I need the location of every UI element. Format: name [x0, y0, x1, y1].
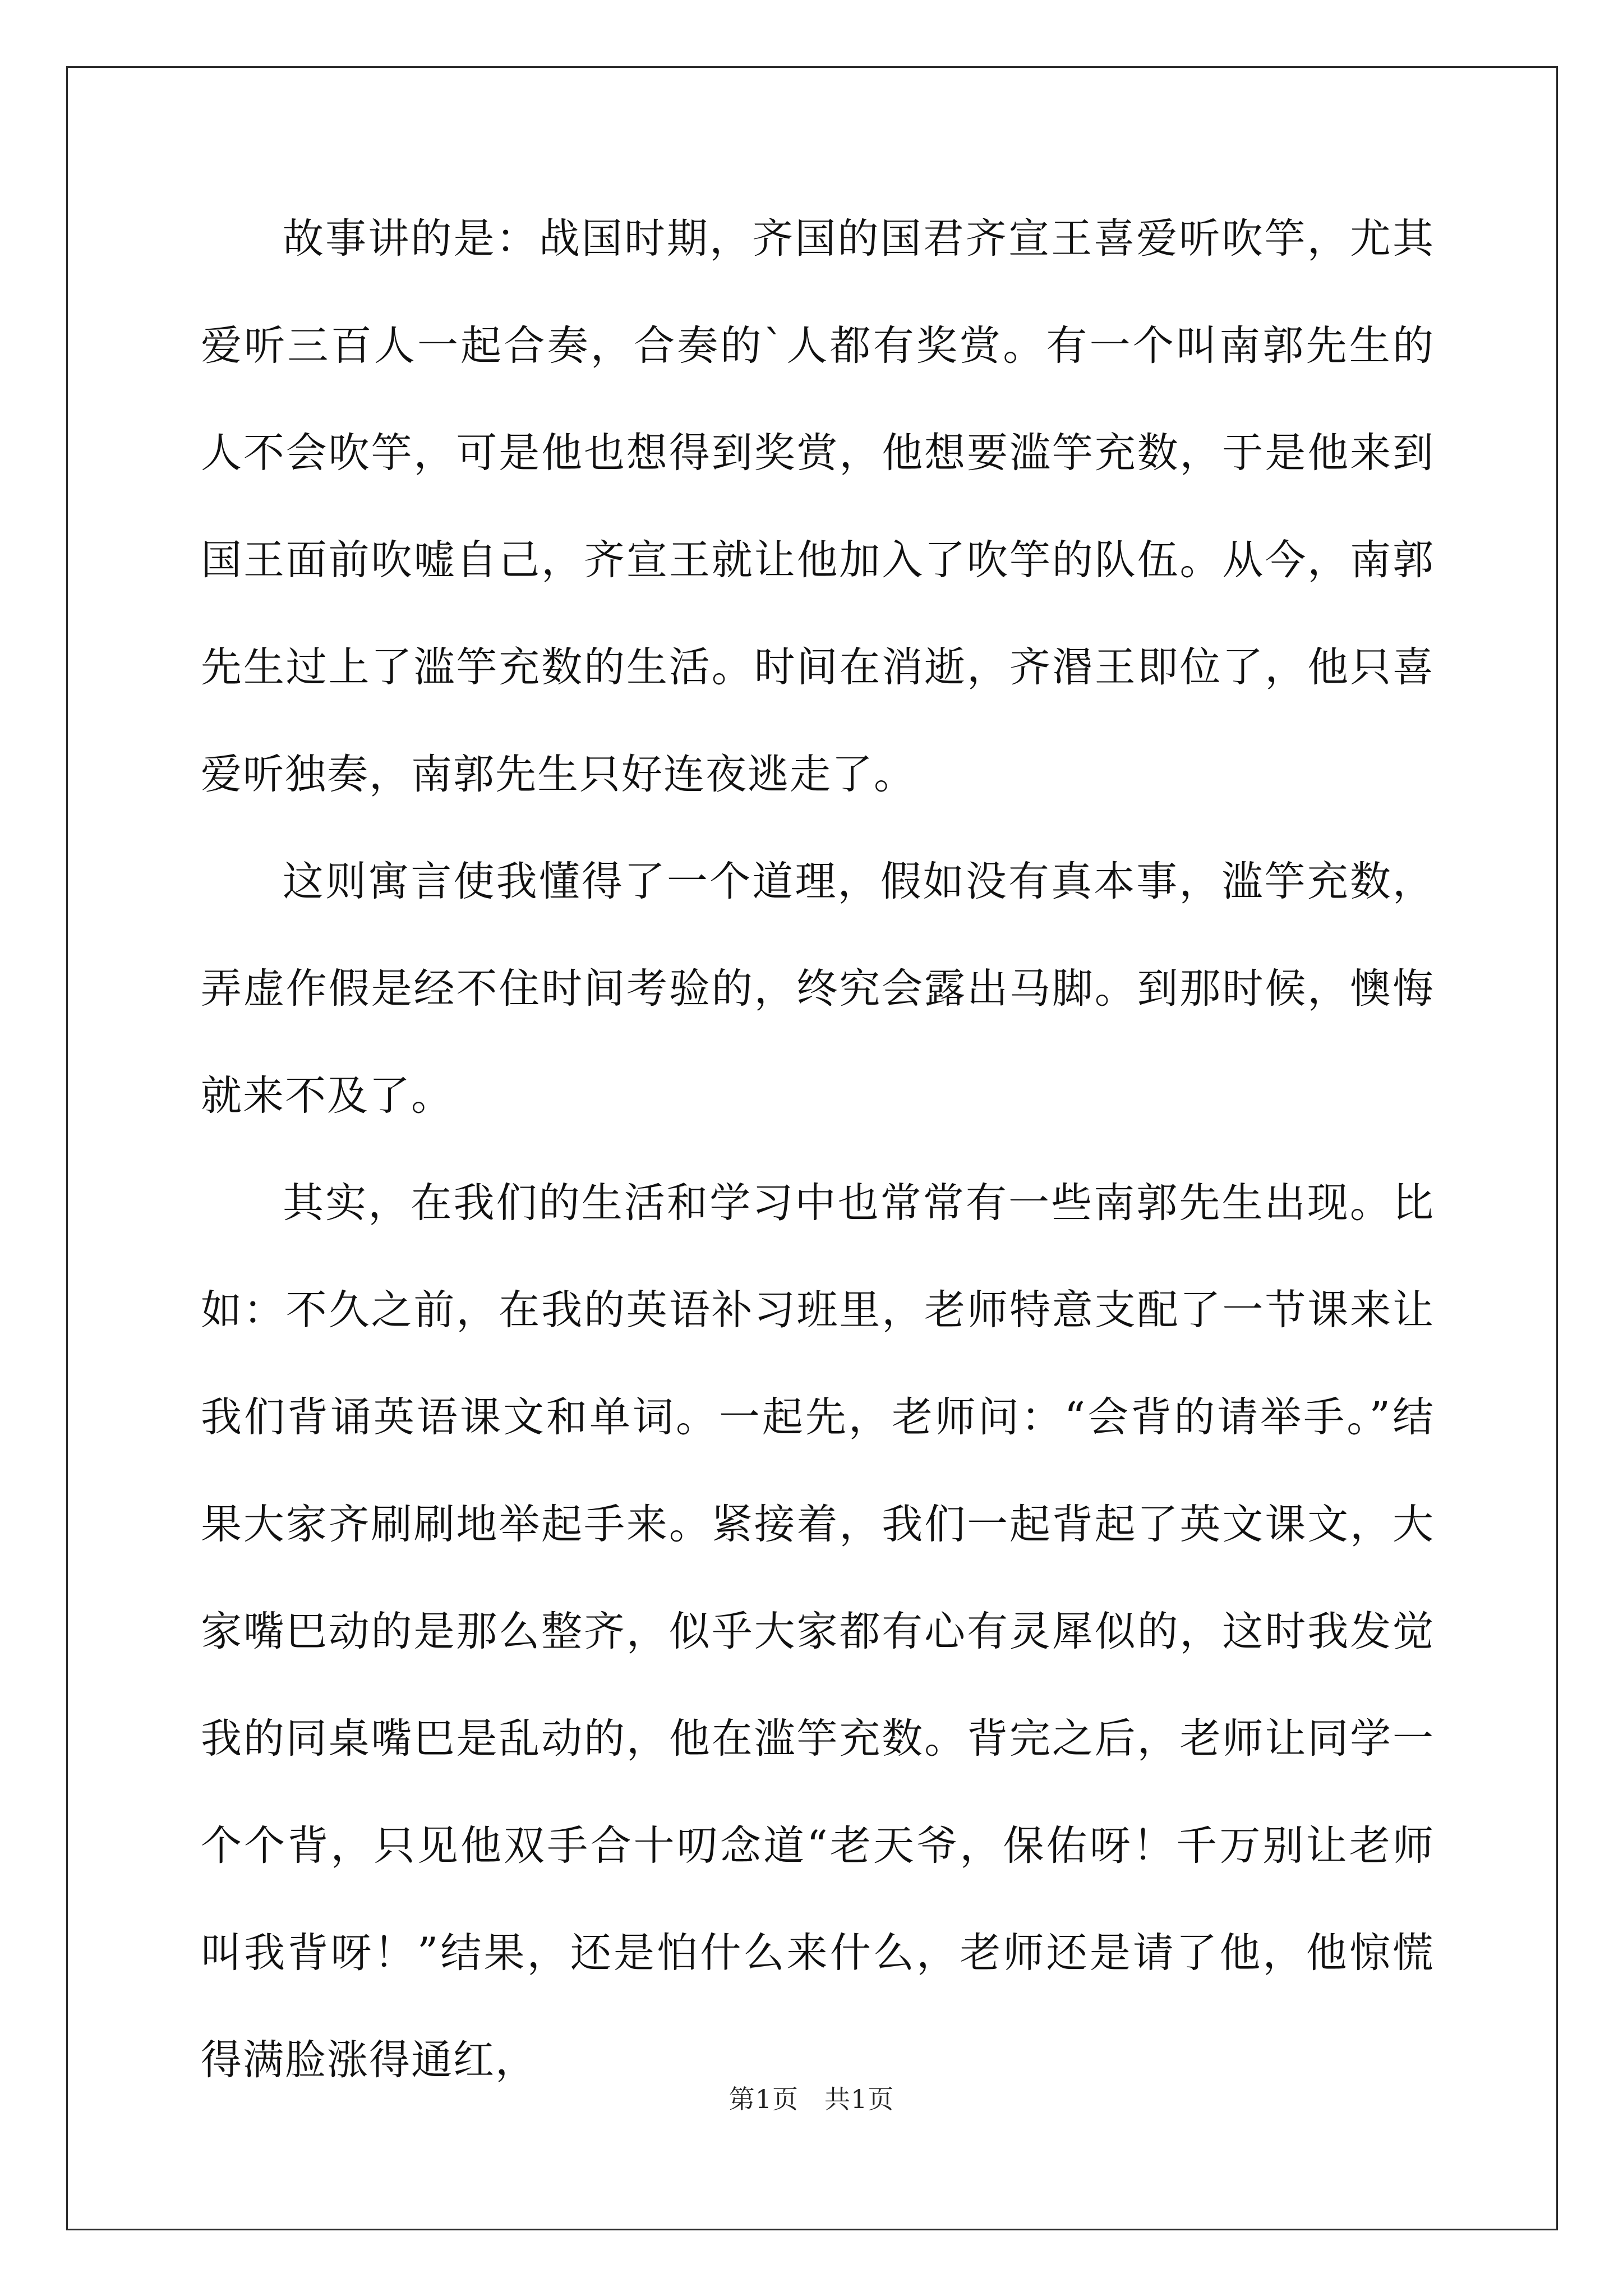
page-footer [0, 2082, 1623, 2116]
page-total: 共1页 [824, 2084, 895, 2114]
document-body [201, 185, 1435, 2114]
paragraph-example: 其实，在我们的生活和学习中也常常有一些南郭先生出现。比如：不久之前，在我的英语补习班里，老师特意支配了一节课来让我们背诵英语课文和单词。一起先，老师问：“会背的请举手。”结果大家齐刷刷地举起手来。紧接着，我们一起背起了英文课文，大家嘴巴动的是那么整齐，似乎大家都有心有灵犀似的，这时我发觉我的同桌嘴巴是乱动的，他在滥竽充数。背完之后，老师让同学一个个背，只见他双手合十叨念道“老天爷，保佑呀！千万别让老师叫我背呀！”结果，还是怕什么来什么，老师还是请了他，他惊慌得满脸涨得通红， [201, 1179, 1435, 2084]
page-number: 第1页 [728, 2084, 799, 2114]
paragraph-lesson: 这则寓言使我懂得了一个道理，假如没有真本事，滥竽充数，弄虚作假是经不住时间考验的，终究会露出马脚。到那时候，懊悔就来不及了。 [201, 858, 1435, 1120]
paragraph-story: 故事讲的是：战国时期，齐国的国君齐宣王喜爱听吹竽，尤其爱听三百人一起合奏，合奏的`人都有奖赏。有一个叫南郭先生的人不会吹竽，可是他也想得到奖赏，他想要滥竽充数，于是他来到国王面前吹嘘自己，齐宣王就让他加入了吹竽的队伍。从今，南郭先生过上了滥竽充数的生活。时间在消逝，齐湣王即位了，他只喜爱听独奏，南郭先生只好连夜逃走了。 [201, 215, 1435, 798]
